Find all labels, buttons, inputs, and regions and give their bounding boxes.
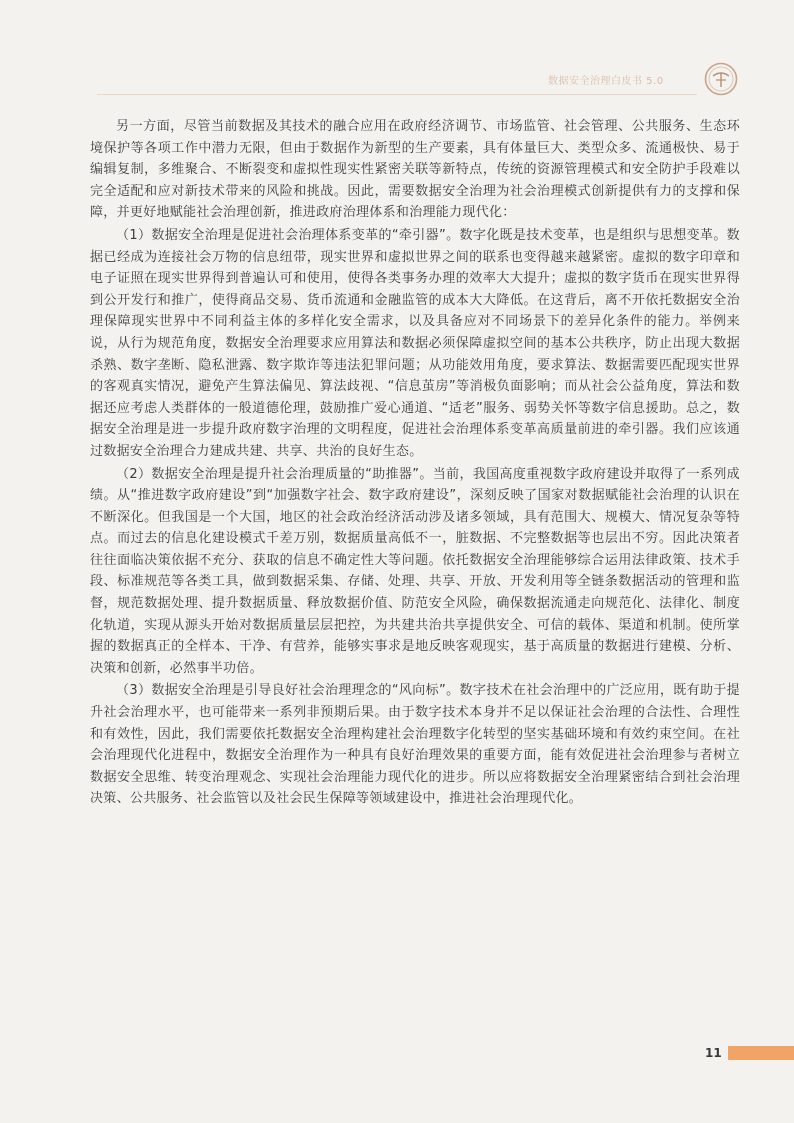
header-divider bbox=[97, 94, 697, 95]
body-text bbox=[90, 116, 740, 810]
paragraph-point-1: （1）数据安全治理是促进社会治理体系变革的“牵引器”。数字化既是技术变革，也是组织与思想变革。数据已经成为连接社会万物的信息纽带，现实世界和虚拟世界之间的联系也变得越来越紧密。虚拟的数字印章和电子证照在现实世界得到普遍认可和使用，使得各类事务办理的效率大大提升；虚拟的数字货币在现实世界得到公开发行和推广，使得商品交易、货币流通和金融监管的成本大大降低。在这背后，离不开依托数据安全治理保障现实世界中不同利益主体的多样化安全需求，以及具备应对不同场景下的差异化条件的能力。举例来说，从行为规范角度，数据安全治理要求应用算法和数据必须保障虚拟空间的基本公共秩序，防止出现大数据杀熟、数字垄断、隐私泄露、数字欺诈等违法犯罪问题；从功能效用角度，要求算法、数据需要匹配现实世界的客观真实情况，避免产生算法偏见、算法歧视、“信息茧房”等消极负面影响；而从社会公益角度，算法和数据还应考虑人类群体的一般道德伦理，鼓励推广爱心通道、“适老”服务、弱势关怀等数字信息援助。总之，数据安全治理是进一步提升政府数字治理的文明程度，促进社会治理体系变革高质量前进的牵引器。我们应该通过数据安全治理合力建成共建、共享、共治的良好生态。 bbox=[90, 227, 740, 459]
page-edge-tab bbox=[728, 1046, 794, 1060]
page-number: 11 bbox=[705, 1046, 722, 1060]
publisher-logo-icon bbox=[704, 62, 738, 96]
page-header bbox=[0, 62, 794, 102]
paragraph-point-3: （3）数据安全治理是引导良好社会治理理念的“风向标”。数字技术在社会治理中的广泛应用，既有助于提升社会治理水平，也可能带来一系列非预期后果。由于数字技术本身并不足以保证社会治理的合法性、合理性和有效性，因此，我们需要依托数据安全治理构建社会治理数字化转型的坚实基础环境和有效约束空间。在社会治理现代化进程中，数据安全治理作为一种具有良好治理效果的重要方面，能有效促进社会治理参与者树立数据安全思维、转变治理观念、实现社会治理能力现代化的进步。所以应将数据安全治理紧密结合到社会治理决策、公共服务、社会监管以及社会民生保障等领域建设中，推进社会治理现代化。 bbox=[90, 683, 740, 807]
running-title: 数据安全治理白皮书 5.0 bbox=[548, 76, 664, 87]
paragraph-point-2: （2）数据安全治理是提升社会治理质量的“助推器”。当前，我国高度重视数字政府建设并取得了一系列成绩。从“推进数字政府建设”到“加强数字社会、数字政府建设”，深刻反映了国家对数据赋能社会治理的认识在不断深化。但我国是一个大国，地区的社会政治经济活动涉及诸多领域，具有范围大、规模大、情况复杂等特点。而过去的信息化建设模式千差万别，数据质量高低不一，脏数据、不完整数据等也层出不穷。因此决策者往往面临决策依据不充分、获取的信息不确定性大等问题。依托数据安全治理能够综合运用法律政策、技术手段、标准规范等各类工具，做到数据采集、存储、处理、共享、开放、开发利用等全链条数据活动的管理和监督，规范数据处理、提升数据质量、释放数据价值、防范安全风险，确保数据流通走向规范化、法律化、制度化轨道，实现从源头开始对数据质量层层把控，为共建共治共享提供安全、可信的载体、渠道和机制。使所掌握的数据真正的全样本、干净、有营养，能够实事求是地反映客观现实，基于高质量的数据进行建模、分析、决策和创新，必然事半功倍。 bbox=[90, 466, 740, 676]
paragraph-intro: 另一方面，尽管当前数据及其技术的融合应用在政府经济调节、市场监管、社会管理、公共服务、生态环境保护等各项工作中潜力无限，但由于数据作为新型的生产要素，具有体量巨大、类型众多、流通极快、易于编辑复制，多维聚合、不断裂变和虚拟性现实性紧密关联等新特点，传统的资源管理模式和安全防护手段难以完全适配和应对新技术带来的风险和挑战。因此，需要数据安全治理为社会治理模式创新提供有力的支撑和保障，并更好地赋能社会治理创新，推进政府治理体系和治理能力现代化： bbox=[90, 119, 740, 221]
